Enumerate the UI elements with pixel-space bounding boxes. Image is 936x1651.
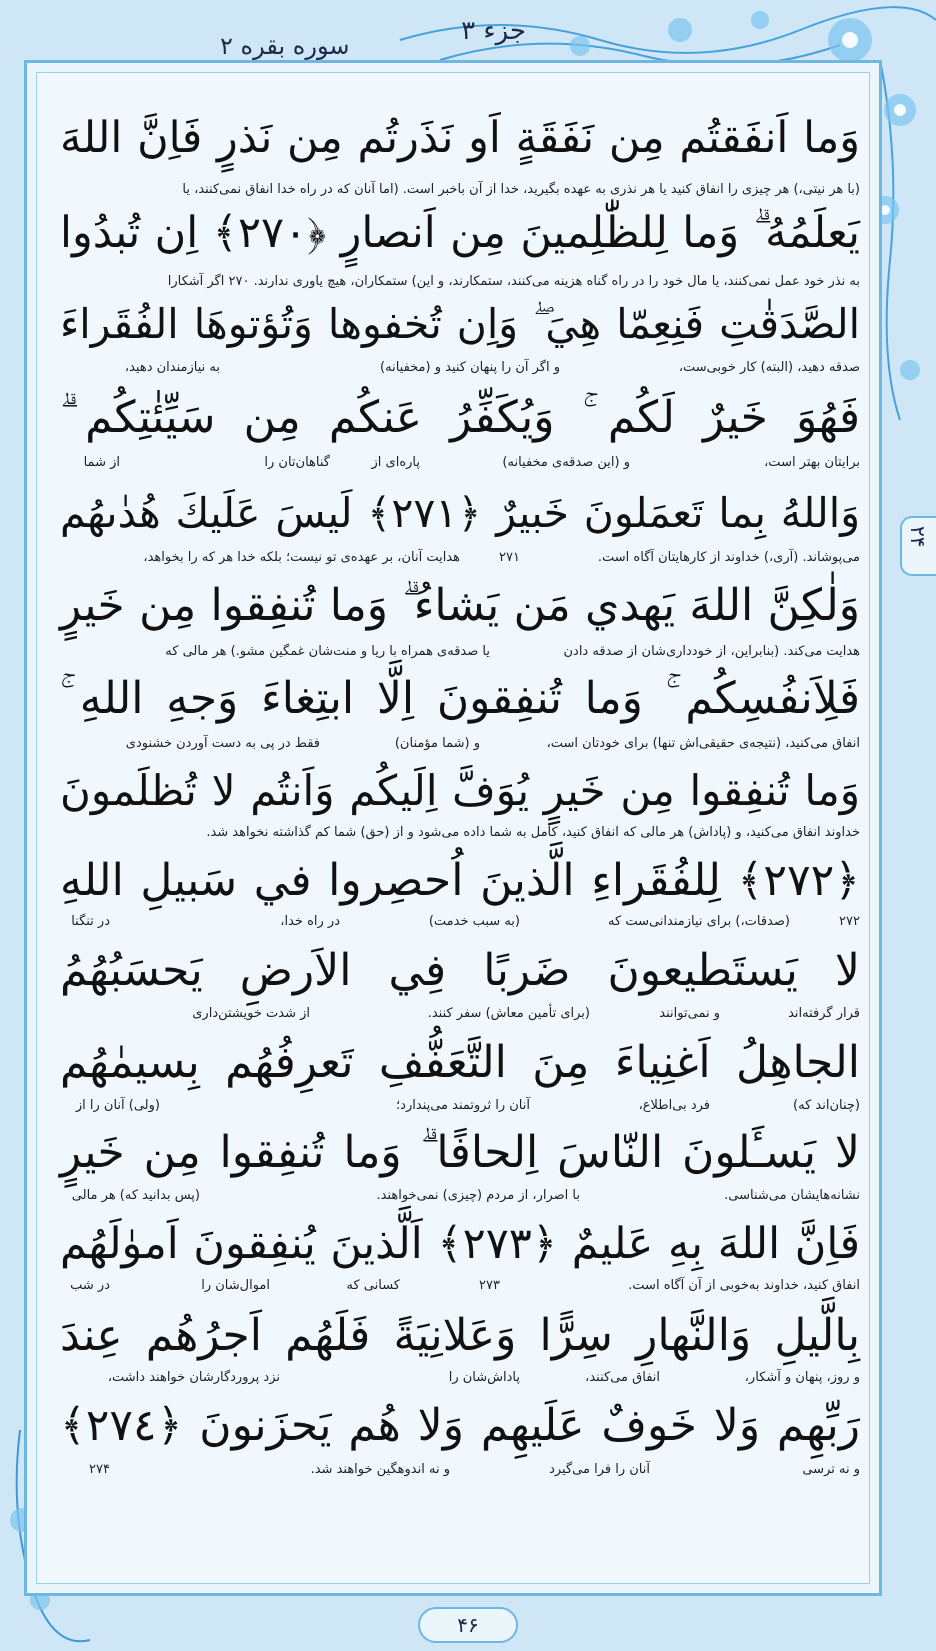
translation-segment: برایتان بهتر است،	[764, 455, 860, 470]
translation-segment: (ولی) آنان را از	[75, 1098, 160, 1113]
translation-segment: اموال‌شان را	[201, 1278, 270, 1293]
translation-segment: و نه ترسی	[802, 1462, 860, 1477]
translation-line	[60, 736, 860, 758]
translation-segment: (صدقات،) برای نیازمندانی‌ست که	[608, 914, 790, 929]
translation-line	[60, 550, 860, 572]
translation-segment: کسانی که	[346, 1278, 400, 1293]
arabic-line: بِالَّيلِ وَالنَّهارِ سِرًّا وَعَلانِيَةً فَلَهُم اَجرُهُم عِندَ	[60, 1310, 860, 1361]
translation-segment: ۲۷۳	[479, 1278, 500, 1293]
translation-segment: به نیازمندان دهید،	[124, 360, 220, 375]
arabic-line: وَاللهُ بِما تَعمَلونَ خَبيرٌ ﴿٢٧١﴾ لَيسَ عَلَيكَ هُدٰىهُم	[60, 489, 860, 537]
translation-segment: یا صدقه‌ی همراه با ریا و منت‌شان غمگین مشو.) هر مالی که	[165, 644, 490, 659]
page-number: ۴۶	[418, 1607, 518, 1643]
translation-segment: به نذر خود عمل نمی‌کنند، یا مال خود را در راه گناه هزینه می‌کنند، ستمکارند، و این) ستمکاران، هیچ یاوری ندارند. ۲۷۰ اگر آشکارا	[167, 274, 860, 289]
translation-segment: انفاق می‌کنند،	[585, 1370, 660, 1385]
translation-segment: گناهان‌تان را	[264, 455, 330, 470]
surah-label: سوره بقره ۲	[220, 32, 350, 60]
translation-segment: (به سبب خدمت)	[428, 914, 520, 929]
arabic-line: وَما تُنفِقوا مِن خَيرٍ يُوَفَّ اِلَيكُم وَاَنتُم لا تُظلَمونَ	[60, 766, 860, 815]
translation-line	[60, 914, 860, 936]
translation-line	[60, 455, 860, 477]
translation-segment: و نمی‌توانند	[659, 1006, 720, 1021]
translation-segment: انفاق می‌کنید، (نتیجه‌ی حقیقی‌اش تنها) برای خودتان است،	[546, 736, 860, 751]
translation-segment: از شما	[83, 455, 120, 470]
juz-label: جزء ۳	[461, 16, 526, 46]
translation-segment: می‌پوشاند. (آری،) خداوند از کارهایتان آگاه است.	[597, 550, 860, 565]
translation-line	[60, 1006, 860, 1028]
translation-segment: نزد پروردگارشان خواهند داشت،	[107, 1370, 280, 1385]
translation-segment: و نه اندوهگین خواهند شد.	[310, 1462, 450, 1477]
hizb-side-tab	[900, 516, 936, 576]
translation-segment: (پس بدانید که) هر مالی	[71, 1188, 200, 1203]
translation-segment: فرد بی‌اطلاع،	[638, 1098, 710, 1113]
arabic-line: الصَّدَقٰتِ فَنِعِمّا هِيَ ۖ وَاِن تُخفوها وَتُؤتوهَا الفُقَراءَ	[60, 300, 860, 348]
translation-segment: ۲۷۱	[499, 550, 520, 565]
translation-segment: از شدت خویشتن‌داری	[192, 1006, 310, 1021]
translation-segment: و اگر آن را پنهان کنید و (مخفیانه)	[380, 360, 560, 375]
arabic-line: فَلِاَنفُسِكُم ۚ وَما تُنفِقونَ اِلَّا ابتِغاءَ وَجهِ اللهِ ۚ	[60, 673, 860, 724]
translation-line	[60, 1278, 860, 1300]
translation-line	[60, 1462, 860, 1484]
translation-segment: هدایت آنان، بر عهده‌ی تو نیست؛ بلکه خدا هر که را بخواهد،	[143, 550, 460, 565]
translation-segment: (برای تأمین معاش) سفر کنند.	[427, 1006, 590, 1021]
translation-segment: (با هر نیتی،) هر چیزی را انفاق کنید یا هر نذری به عهده بگیرید، خدا از آن باخبر است. (اما آنان که در راه خدا انفاق نمی‌کنند، یا	[182, 182, 860, 197]
arabic-line: ﴿٢٧٢﴾ لِلفُقَراءِ الَّذينَ اُحصِروا في سَبيلِ اللهِ	[60, 855, 860, 906]
translation-segment: آنان را فرا می‌گیرد	[549, 1462, 650, 1477]
translation-line	[60, 644, 860, 666]
translation-segment: ۲۷۲	[839, 914, 860, 929]
translation-segment: صدقه دهید، (البته) کار خوبی‌ست،	[678, 360, 860, 375]
translation-line	[60, 1188, 860, 1210]
translation-segment: آنان را ثروتمند می‌پندارد؛	[396, 1098, 530, 1113]
arabic-line: لا يَسـَٔلونَ النّاسَ اِلحافًا ۗ وَما تُنفِقوا مِن خَيرٍ	[60, 1127, 860, 1178]
arabic-line: فَاِنَّ اللهَ بِهِ عَليمٌ ﴿٢٧٣﴾ اَلَّذينَ يُنفِقونَ اَموٰلَهُم	[60, 1219, 860, 1269]
arabic-line: وَما اَنفَقتُم مِن نَفَقَةٍ اَو نَذَرتُم مِن نَذرٍ فَاِنَّ اللهَ	[60, 113, 860, 163]
arabic-line: رَبِّهِم وَلا خَوفٌ عَلَيهِم وَلا هُم يَحزَنونَ ﴿٢٧٤﴾	[60, 1400, 860, 1451]
arabic-line: الجاهِلُ اَغنِياءَ مِنَ التَّعَفُّفِ تَعرِفُهُم بِسيمٰهُم	[60, 1037, 860, 1088]
translation-segment: در شب	[70, 1278, 110, 1293]
translation-line	[60, 1370, 860, 1392]
translation-segment: در تنگنا	[71, 914, 110, 929]
translation-segment: قرار گرفته‌اند	[788, 1006, 860, 1021]
translation-line	[60, 1098, 860, 1120]
translation-segment: پاداش‌شان را	[448, 1370, 520, 1385]
hizb-label: ۲۴	[906, 526, 930, 548]
arabic-line: وَلٰكِنَّ اللهَ يَهدي مَن يَشاءُ ۗ وَما تُنفِقوا مِن خَيرٍ	[60, 580, 860, 631]
arabic-line: لا يَستَطيعونَ ضَربًا فِي الاَرضِ يَحسَبُهُمُ	[60, 945, 860, 996]
translation-line	[60, 825, 860, 847]
translation-line	[60, 360, 860, 382]
translation-segment: ۲۷۴	[89, 1462, 110, 1477]
translation-segment: فقط در پی به دست آوردن خشنودی	[125, 736, 320, 751]
translation-segment: (چنان‌اند که)	[793, 1098, 860, 1113]
translation-segment: نشانه‌هایشان می‌شناسی.	[724, 1188, 860, 1203]
translation-segment: و (این صدقه‌ی مخفیانه)	[502, 455, 630, 470]
translation-segment: انفاق کنید، خداوند به‌خوبی از آن آگاه است.	[628, 1278, 860, 1293]
arabic-line: فَهُوَ خَيرٌ لَكُم ۚ وَيُكَفِّرُ عَنكُم مِن سَيِّئٰتِكُم ۗ	[60, 392, 860, 443]
translation-segment: پاره‌ای از	[371, 455, 420, 470]
translation-segment: و روز، پنهان و آشکار،	[744, 1370, 860, 1385]
translation-line	[60, 274, 860, 296]
translation-segment: با اصرار، از مردم (چیزی) نمی‌خواهند.	[376, 1188, 580, 1203]
arabic-line: يَعلَمُهُ ۗ وَما لِلظّٰلِمينَ مِن اَنصارٍ ﴿٢٧٠﴾ اِن تُبدُوا	[60, 208, 860, 258]
translation-segment: هدایت می‌کند. (بنابراین، از خودداری‌شان از صدقه دادن	[563, 644, 860, 659]
translation-segment: و (شما مؤمنان)	[394, 736, 480, 751]
translation-segment: در راه خدا،	[280, 914, 340, 929]
translation-segment: خداوند انفاق می‌کنید، و (پاداش) هر مالی که انفاق کنید، کامل به شما داده می‌شود و از (حق) شما کم گذاشته نخواهد شد.	[206, 825, 860, 840]
translation-line	[60, 182, 860, 204]
